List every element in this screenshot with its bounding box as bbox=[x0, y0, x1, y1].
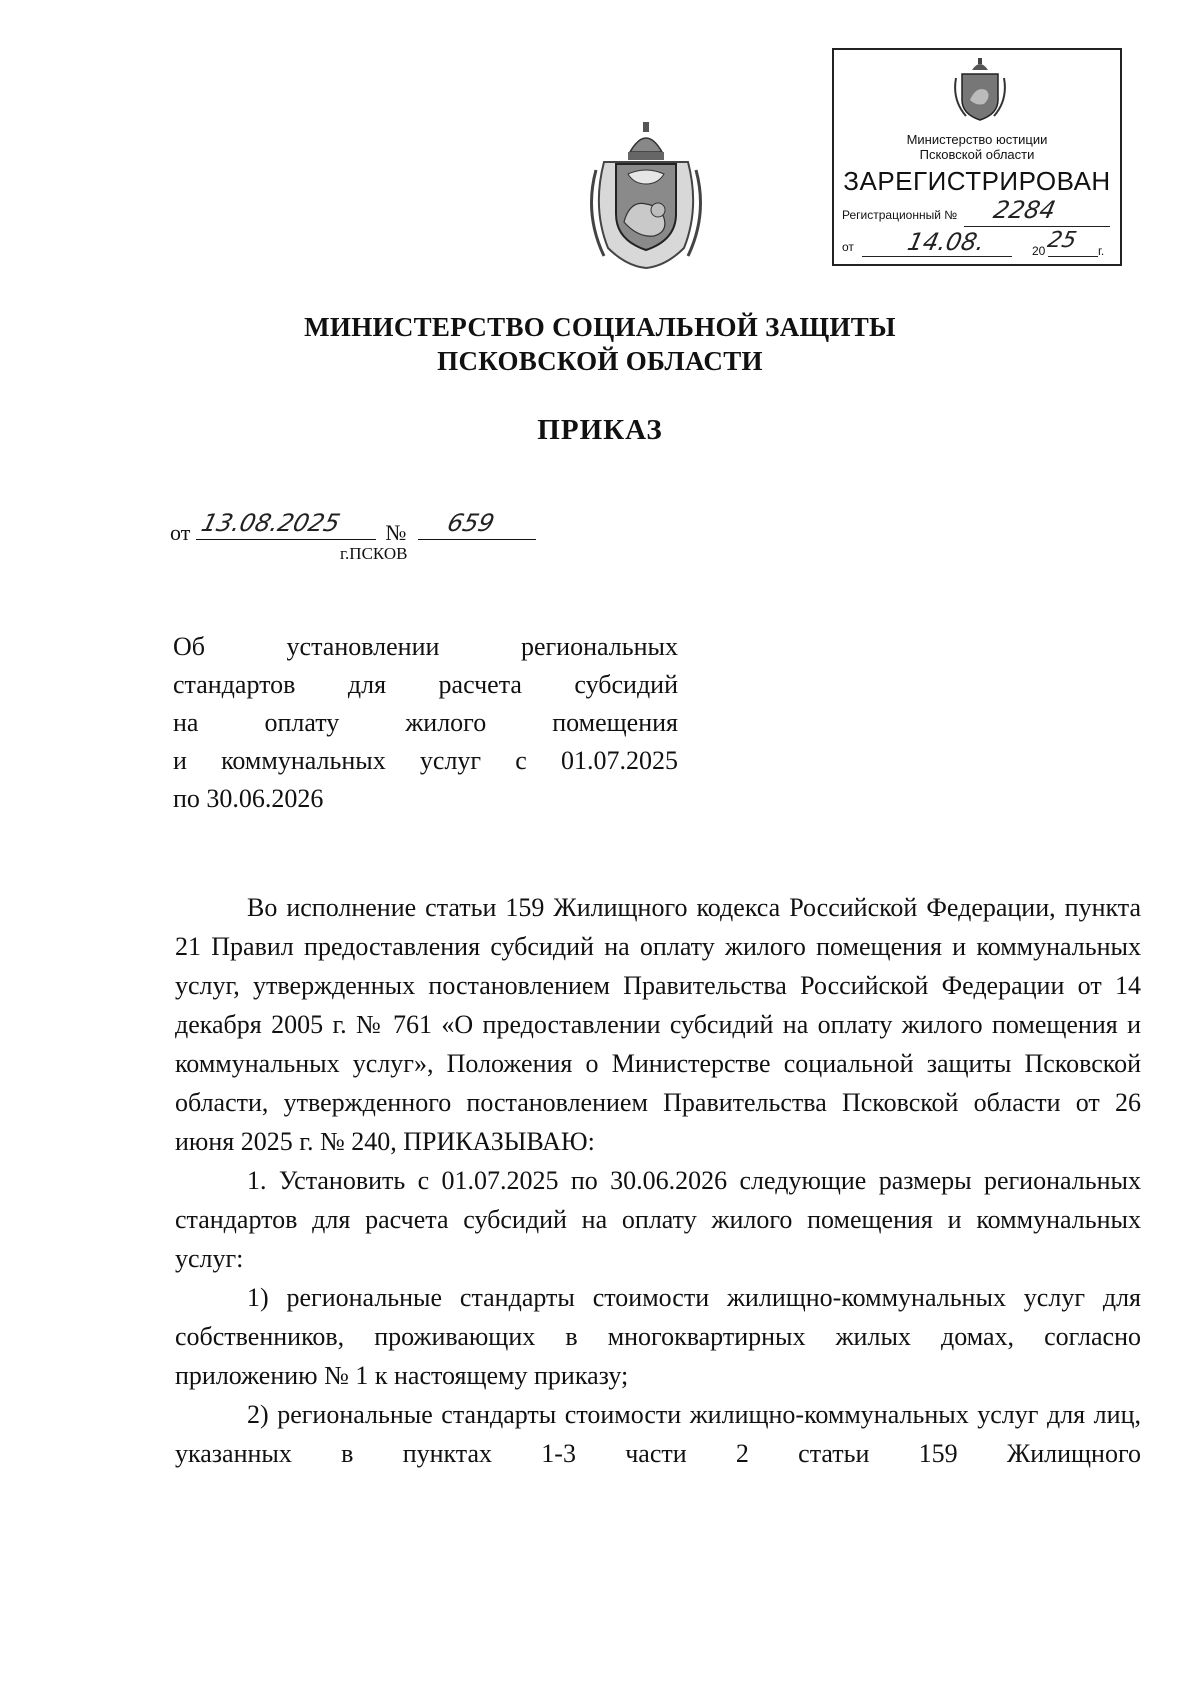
document-type: ПРИКАЗ bbox=[537, 414, 663, 446]
stamp-year-value: 25 bbox=[1045, 228, 1079, 253]
registration-stamp bbox=[832, 48, 1122, 266]
stamp-reg-number: 2284 bbox=[991, 196, 1059, 224]
stamp-date-prefix: от bbox=[842, 240, 854, 254]
ministry-title-line1: МИНИСТЕРСТВО СОЦИАЛЬНОЙ ЗАЩИТЫ bbox=[304, 312, 896, 342]
order-date-value: 13.08.2025 bbox=[198, 509, 343, 537]
stamp-date-underline bbox=[862, 256, 1012, 257]
stamp-status: ЗАРЕГИСТРИРОВАН bbox=[843, 166, 1111, 196]
stamp-reg-row bbox=[842, 208, 1114, 222]
body-paragraph: 1) региональные стандарты стоимости жилищно-коммунальных услуг для собственников, проживающих в многоквартирных жилых домах, согласно приложению № 1 к настоящему приказу; bbox=[175, 1283, 1141, 1390]
stamp-org-line2: Псковской области bbox=[919, 147, 1035, 162]
subject-line: Об установлении региональных bbox=[173, 632, 678, 661]
body-paragraph: Во исполнение статьи 159 Жилищного кодекса Российской Федерации, пункта 21 Правил предоставления субсидий на оплату жилого помещения и коммунальных услуг, утвержденных постановлением Правительства Российской Федерации от 14 декабря 2005 г. № 761 «О предоставлении субсидий на оплату жилого помещения и коммунальных услуг», Положения о Министерстве социальной защиты Псковской области, утвержденного постановлением Правительства Псковской области от 26 июня 2025 г. № 240, ПРИКАЗЫВАЮ: bbox=[175, 893, 1141, 1156]
stamp-org-line1: Министерство юстиции bbox=[906, 132, 1048, 147]
stamp-date-value: 14.08. bbox=[905, 228, 988, 256]
order-number-value: 659 bbox=[444, 509, 498, 537]
coat-of-arms-icon bbox=[582, 118, 710, 270]
order-number-field bbox=[418, 509, 536, 540]
subject-line: стандартов для расчета субсидий bbox=[173, 670, 678, 699]
subject-line: на оплату жилого помещения bbox=[173, 708, 678, 737]
stamp-year-prefix: 20 bbox=[1032, 244, 1046, 258]
city-label: г.ПСКОВ bbox=[340, 544, 408, 563]
stamp-reg-label: Регистрационный № bbox=[842, 208, 958, 222]
order-number-label: № bbox=[385, 520, 407, 545]
stamp-reg-underline bbox=[964, 226, 1110, 227]
ministry-title-line2: ПСКОВСКОЙ ОБЛАСТИ bbox=[437, 346, 763, 376]
body-paragraph: 1. Установить с 01.07.2025 по 30.06.2026 следующие размеры региональных стандартов для расчета субсидий на оплату жилого помещения и коммунальных услуг: bbox=[175, 1166, 1141, 1273]
order-subject bbox=[173, 628, 678, 818]
order-date-line bbox=[170, 509, 536, 546]
subject-line: и коммунальных услуг с 01.07.2025 bbox=[173, 746, 678, 775]
stamp-year-suffix: г. bbox=[1098, 244, 1105, 258]
subject-line: по 30.06.2026 bbox=[173, 784, 324, 813]
order-date-prefix: от bbox=[170, 520, 191, 545]
stamp-year-underline bbox=[1048, 256, 1098, 257]
emblem-icon bbox=[952, 56, 1008, 122]
order-date-field bbox=[196, 509, 376, 540]
body-paragraph: 2) региональные стандарты стоимости жилищно-коммунальных услуг для лиц, указанных в пунктах 1-3 части 2 статьи 159 Жилищного bbox=[175, 1400, 1141, 1468]
order-body bbox=[175, 888, 1141, 1473]
